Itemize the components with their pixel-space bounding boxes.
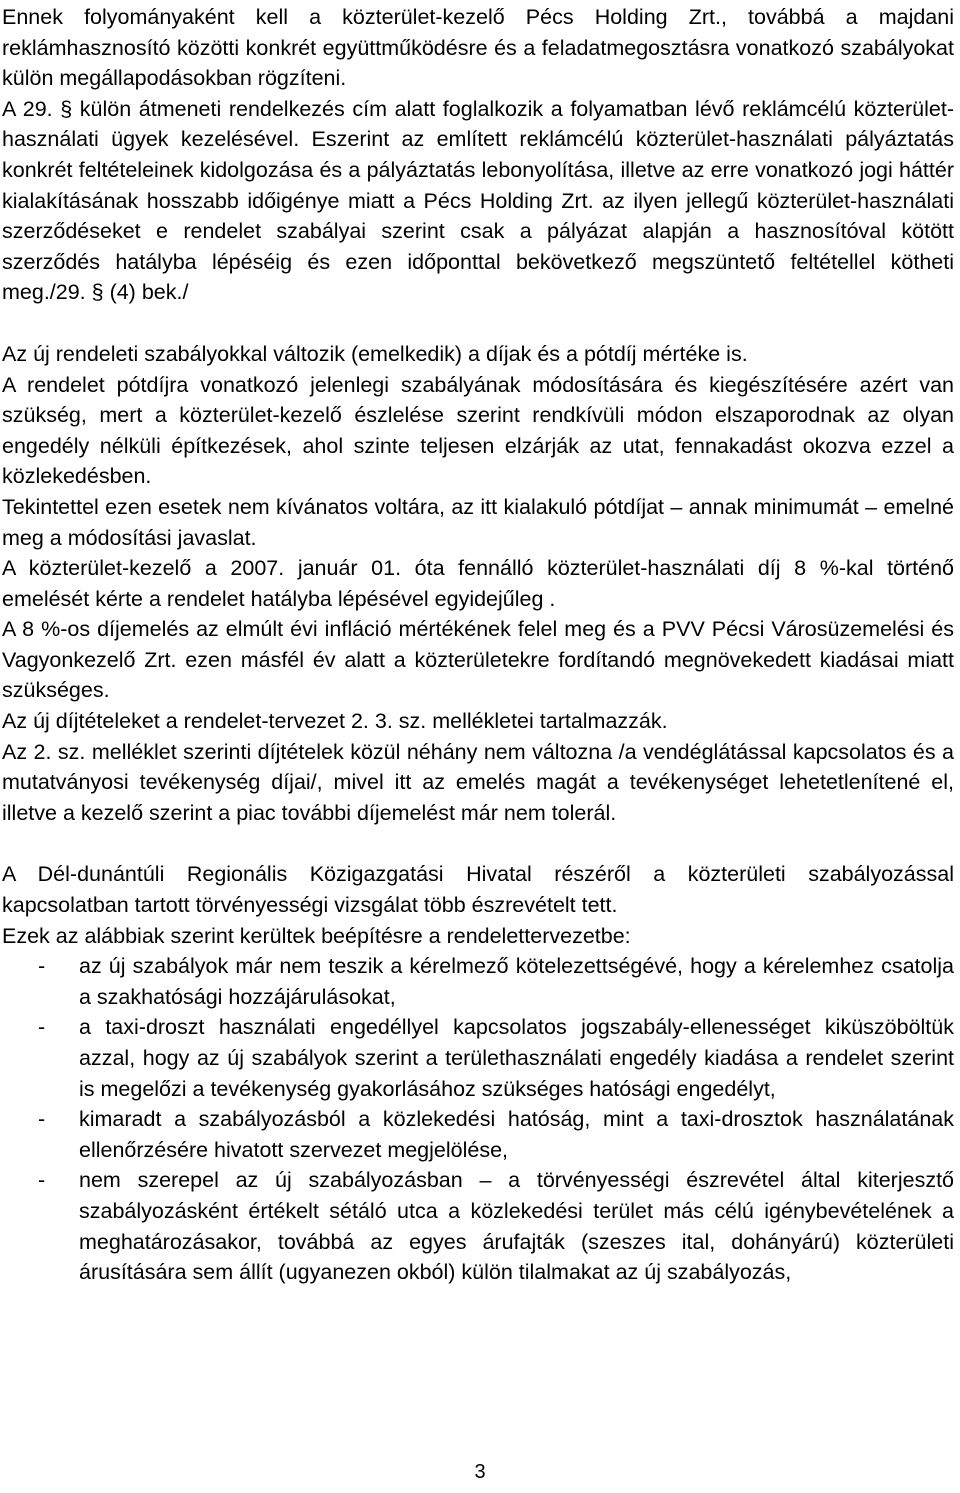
- list-item: [2, 1012, 954, 1104]
- list-item-text: nem szerepel az új szabályozásban – a törvényességi észrevétel által kiterjesztő szabályozásként értékelt sétáló utca a közlekedési terület más célú igénybevételének a meghatározásakor, továbbá az egyes árufajták (szeszes ital, dohányárú) közterületi árusítására sem állít (ugyanezen okból) külön tilalmakat az új szabályozás,: [79, 1168, 954, 1285]
- list-item: [2, 1165, 954, 1287]
- paragraph-list-intro: Ezek az alábbiak szerint kerültek beépítésre a rendelettervezetbe:: [2, 923, 631, 948]
- page-number: 3: [474, 1461, 486, 1483]
- paragraph-legality-review: A Dél-dunántúli Regionális Közigazgatási Hivatal részéről a közterületi szabályozással kapcsolatban tartott törvényességi vizsgálat több észrevételt tett.: [2, 862, 954, 918]
- list-dash: -: [38, 1107, 46, 1132]
- paragraph-gap: [2, 308, 954, 339]
- paragraph-inflation: A 8 %-os díjemelés az elmúlt évi infláció mértékének felel meg és a PVV Pécsi Városüzemelési és Vagyonkezelő Zrt. ezen másfél év alatt a közterületekre fordítandó megnövekedett kiadásai miatt szükséges.: [2, 617, 954, 703]
- list-item-text: kimaradt a szabályozásból a közlekedési hatóság, mint a taxi-drosztok használatának ellenőrzésére hivatott szervezet megjelölése,: [79, 1107, 954, 1162]
- list-item-text: az új szabályok már nem teszik a kérelmező kötelezettségévé, hogy a kérelemhez csatolja a szakhatósági hozzájárulásokat,: [79, 954, 954, 1009]
- list-item: [2, 1104, 954, 1165]
- list-item-text: a taxi-droszt használati engedéllyel kapcsolatos jogszabály-ellenességet kiküszöböltük azzal, hogy az új szabályok szerint a területhasználati engedély kiadása a rendelet szerint is megelőzi a tevékenység gyakorlásához szükséges hatósági engedélyt,: [79, 1015, 954, 1101]
- list-dash: -: [38, 954, 46, 979]
- observations-list: [2, 951, 954, 1288]
- list-item: [2, 951, 954, 1012]
- paragraph-fees-change: Az új rendeleti szabályokkal változik (emelkedik) a díjak és a pótdíj mértéke is.: [2, 341, 748, 366]
- document-page: [2, 2, 954, 1288]
- paragraph-new-rates: Az új díjtételeket a rendelet-tervezet 2. 3. sz. mellékletei tartalmazzák.: [2, 709, 668, 734]
- list-dash: -: [38, 1015, 46, 1040]
- paragraph-surcharge-minimum: Tekintettel ezen esetek nem kívánatos voltára, az itt kialakuló pótdíjat – annak minimumát – emelné meg a módosítási javaslat.: [2, 494, 954, 550]
- paragraph-transitional-provision: A 29. § külön átmeneti rendelkezés cím alatt foglalkozik a folyamatban lévő reklámcélú közterület-használati ügyek kezelésével. Eszerint az említett reklámcélú közterület-használati pályáztatás konkrét feltételeinek kidolgozása és a pályáztatás lebonyolítása, illetve az erre vonatkozó jogi háttér kialakításának hosszabb időigénye miatt a Pécs Holding Zrt. az ilyen jellegű közterület-használati szerződéseket e rendelet szabályai szerint csak a pályázat alapján a hasznosítóval kötött szerződés hatályba lépéséig és ezen időponttal bekövetkező megszüntető feltétellel kötheti meg./29. § (4) bek./: [2, 96, 954, 305]
- paragraph-fee-increase: A közterület-kezelő a 2007. január 01. óta fennálló közterület-használati díj 8 %-kal történő emelését kérte a rendelet hatályba lépésével egyidejűleg .: [2, 556, 954, 611]
- paragraph-agreements: Ennek folyományaként kell a közterület-kezelő Pécs Holding Zrt., továbbá a majdani reklámhasznosító közötti konkrét együttműködésre és a feladatmegosztásra vonatkozó szabályokat külön megállapodásokban rögzíteni.: [2, 5, 954, 91]
- paragraph-annex-rates: Az 2. sz. melléklet szerinti díjtételek közül néhány nem változna /a vendéglátással kapcsolatos és a mutatványosi tevékenység díjai/, mivel itt az emelés magát a tevékenységet lehetetlenítené el, illetve a kezelő szerint a piac további díjemelést már nem tolerál.: [2, 739, 954, 825]
- paragraph-surcharge-reason: A rendelet pótdíjra vonatkozó jelenlegi szabályának módosítására és kiegészítésére azért van szükség, mert a közterület-kezelő észlelése szerint rendkívüli módon elszaporodnak az olyan engedély nélküli építkezések, ahol szinte teljesen elzárják az utat, fennakadást okozva ezzel a közlekedésben.: [2, 372, 954, 489]
- list-dash: -: [38, 1168, 46, 1193]
- paragraph-gap: [2, 828, 954, 859]
